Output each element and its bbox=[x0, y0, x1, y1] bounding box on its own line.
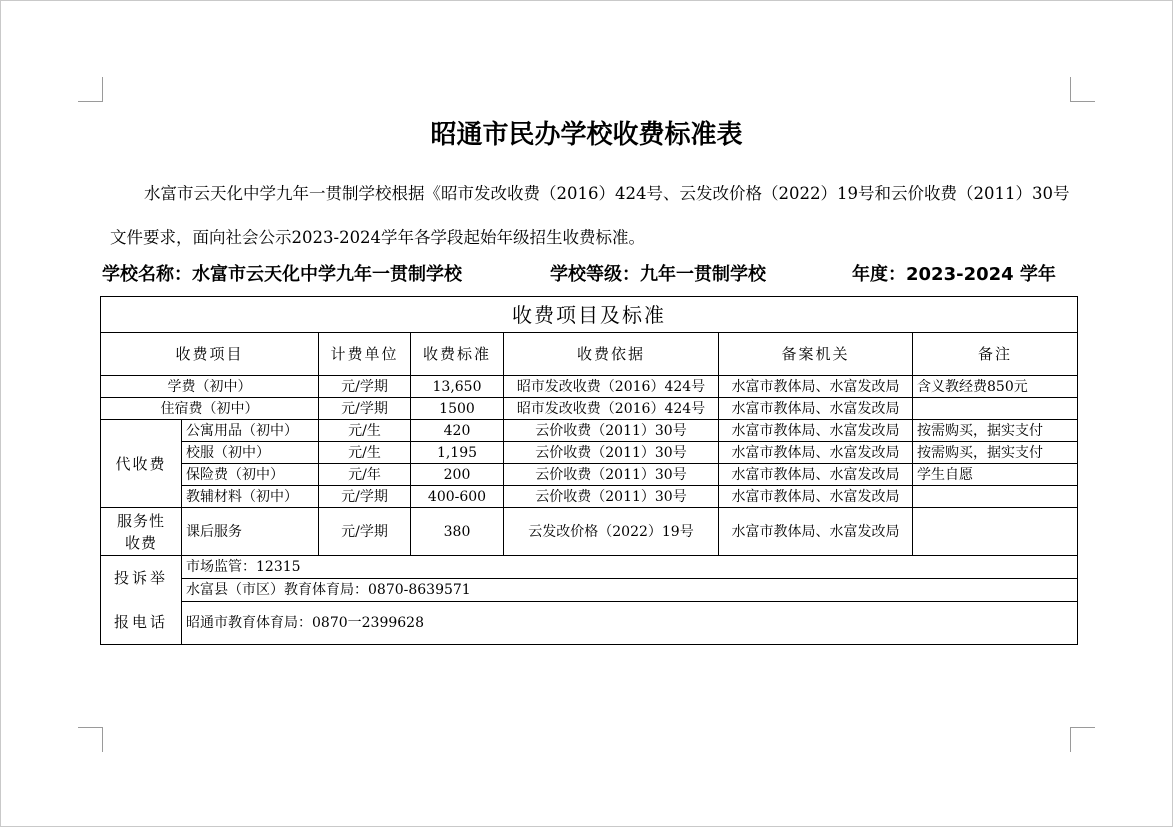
cell-authority: 水富市教体局、水富发改局 bbox=[719, 420, 913, 442]
complaint-label-line1: 投诉举 bbox=[113, 569, 168, 587]
table-row bbox=[101, 420, 1078, 442]
table-header-row bbox=[101, 333, 1078, 376]
cell-standard: 400-600 bbox=[411, 486, 504, 508]
complaint-row bbox=[101, 579, 1078, 602]
complaint-line: 昭通市教育体育局：0870一2399628 bbox=[182, 602, 1078, 645]
cell-standard: 1500 bbox=[411, 398, 504, 420]
table-row bbox=[101, 486, 1078, 508]
cell-basis: 云发改价格（2022）19号 bbox=[504, 508, 719, 556]
cell-authority: 水富市教体局、水富发改局 bbox=[719, 486, 913, 508]
cell-unit: 元/学期 bbox=[319, 508, 411, 556]
corner-mark-bottom-right bbox=[1070, 727, 1095, 752]
cell-note bbox=[913, 508, 1078, 556]
corner-mark-bottom-left bbox=[78, 727, 103, 752]
cell-item: 课后服务 bbox=[182, 508, 319, 556]
school-name: 学校名称：水富市云天化中学九年一贯制学校 bbox=[102, 264, 462, 285]
cell-authority: 水富市教体局、水富发改局 bbox=[719, 464, 913, 486]
corner-mark-top-right bbox=[1070, 77, 1095, 102]
cell-basis: 昭市发改收费（2016）424号 bbox=[504, 376, 719, 398]
cell-unit: 元/生 bbox=[319, 442, 411, 464]
header-standard: 收费标准 bbox=[411, 333, 504, 376]
document-title: 昭通市民办学校收费标准表 bbox=[430, 120, 743, 150]
table-row bbox=[101, 376, 1078, 398]
cell-unit: 元/学期 bbox=[319, 486, 411, 508]
cell-unit: 元/学期 bbox=[319, 398, 411, 420]
cell-authority: 水富市教体局、水富发改局 bbox=[719, 508, 913, 556]
school-level: 学校等级：九年一贯制学校 bbox=[550, 264, 766, 285]
complaint-line: 市场监管：12315 bbox=[182, 556, 1078, 579]
fee-table bbox=[100, 296, 1078, 645]
cell-item: 学费（初中） bbox=[101, 376, 319, 398]
complaint-line: 水富县（市区）教育体育局：0870-8639571 bbox=[182, 579, 1078, 602]
cell-unit: 元/年 bbox=[319, 464, 411, 486]
header-unit: 计费单位 bbox=[319, 333, 411, 376]
cell-unit: 元/学期 bbox=[319, 376, 411, 398]
cell-basis: 云价收费（2011）30号 bbox=[504, 420, 719, 442]
cell-note: 按需购买，据实支付 bbox=[913, 420, 1078, 442]
cell-note bbox=[913, 398, 1078, 420]
intro-paragraph: 水富市云天化中学九年一贯制学校根据《昭市发改收费（2016）424号、云发改价格（2022）19号和云价收费（2011）30号文件要求，面向社会公示2023-2024学年各学段起始年级招生收费标准。 bbox=[110, 184, 1070, 247]
cell-basis: 云价收费（2011）30号 bbox=[504, 442, 719, 464]
cell-item: 保险费（初中） bbox=[182, 464, 319, 486]
agency-group-label: 代收费 bbox=[101, 420, 182, 508]
header-item: 收费项目 bbox=[101, 333, 319, 376]
cell-authority: 水富市教体局、水富发改局 bbox=[719, 398, 913, 420]
cell-standard: 200 bbox=[411, 464, 504, 486]
cell-item: 教辅材料（初中） bbox=[182, 486, 319, 508]
table-row bbox=[101, 508, 1078, 556]
cell-note: 按需购买，据实支付 bbox=[913, 442, 1078, 464]
complaint-label-line2: 报电话 bbox=[113, 613, 168, 631]
cell-authority: 水富市教体局、水富发改局 bbox=[719, 442, 913, 464]
header-note: 备注 bbox=[913, 333, 1078, 376]
cell-basis: 云价收费（2011）30号 bbox=[504, 486, 719, 508]
service-group-label bbox=[101, 508, 182, 556]
cell-note bbox=[913, 486, 1078, 508]
header-authority: 备案机关 bbox=[719, 333, 913, 376]
cell-item: 校服（初中） bbox=[182, 442, 319, 464]
cell-basis: 昭市发改收费（2016）424号 bbox=[504, 398, 719, 420]
cell-standard: 13,650 bbox=[411, 376, 504, 398]
table-caption-row bbox=[101, 297, 1078, 333]
corner-mark-top-left bbox=[78, 77, 103, 102]
cell-item: 住宿费（初中） bbox=[101, 398, 319, 420]
table-row bbox=[101, 464, 1078, 486]
cell-unit: 元/生 bbox=[319, 420, 411, 442]
cell-standard: 380 bbox=[411, 508, 504, 556]
service-label-line2: 收费 bbox=[124, 533, 157, 552]
complaint-row bbox=[101, 602, 1078, 645]
cell-authority: 水富市教体局、水富发改局 bbox=[719, 376, 913, 398]
cell-basis: 云价收费（2011）30号 bbox=[504, 464, 719, 486]
header-basis: 收费依据 bbox=[504, 333, 719, 376]
cell-note: 含义教经费850元 bbox=[913, 376, 1078, 398]
cell-item: 公寓用品（初中） bbox=[182, 420, 319, 442]
table-row bbox=[101, 398, 1078, 420]
service-label-line1: 服务性 bbox=[116, 511, 165, 530]
complaint-row bbox=[101, 556, 1078, 579]
school-year: 年度：2023-2024 学年 bbox=[852, 264, 1056, 285]
table-row bbox=[101, 442, 1078, 464]
cell-standard: 420 bbox=[411, 420, 504, 442]
cell-note: 学生自愿 bbox=[913, 464, 1078, 486]
complaint-label bbox=[101, 556, 182, 645]
table-caption: 收费项目及标准 bbox=[101, 297, 1078, 333]
cell-standard: 1,195 bbox=[411, 442, 504, 464]
